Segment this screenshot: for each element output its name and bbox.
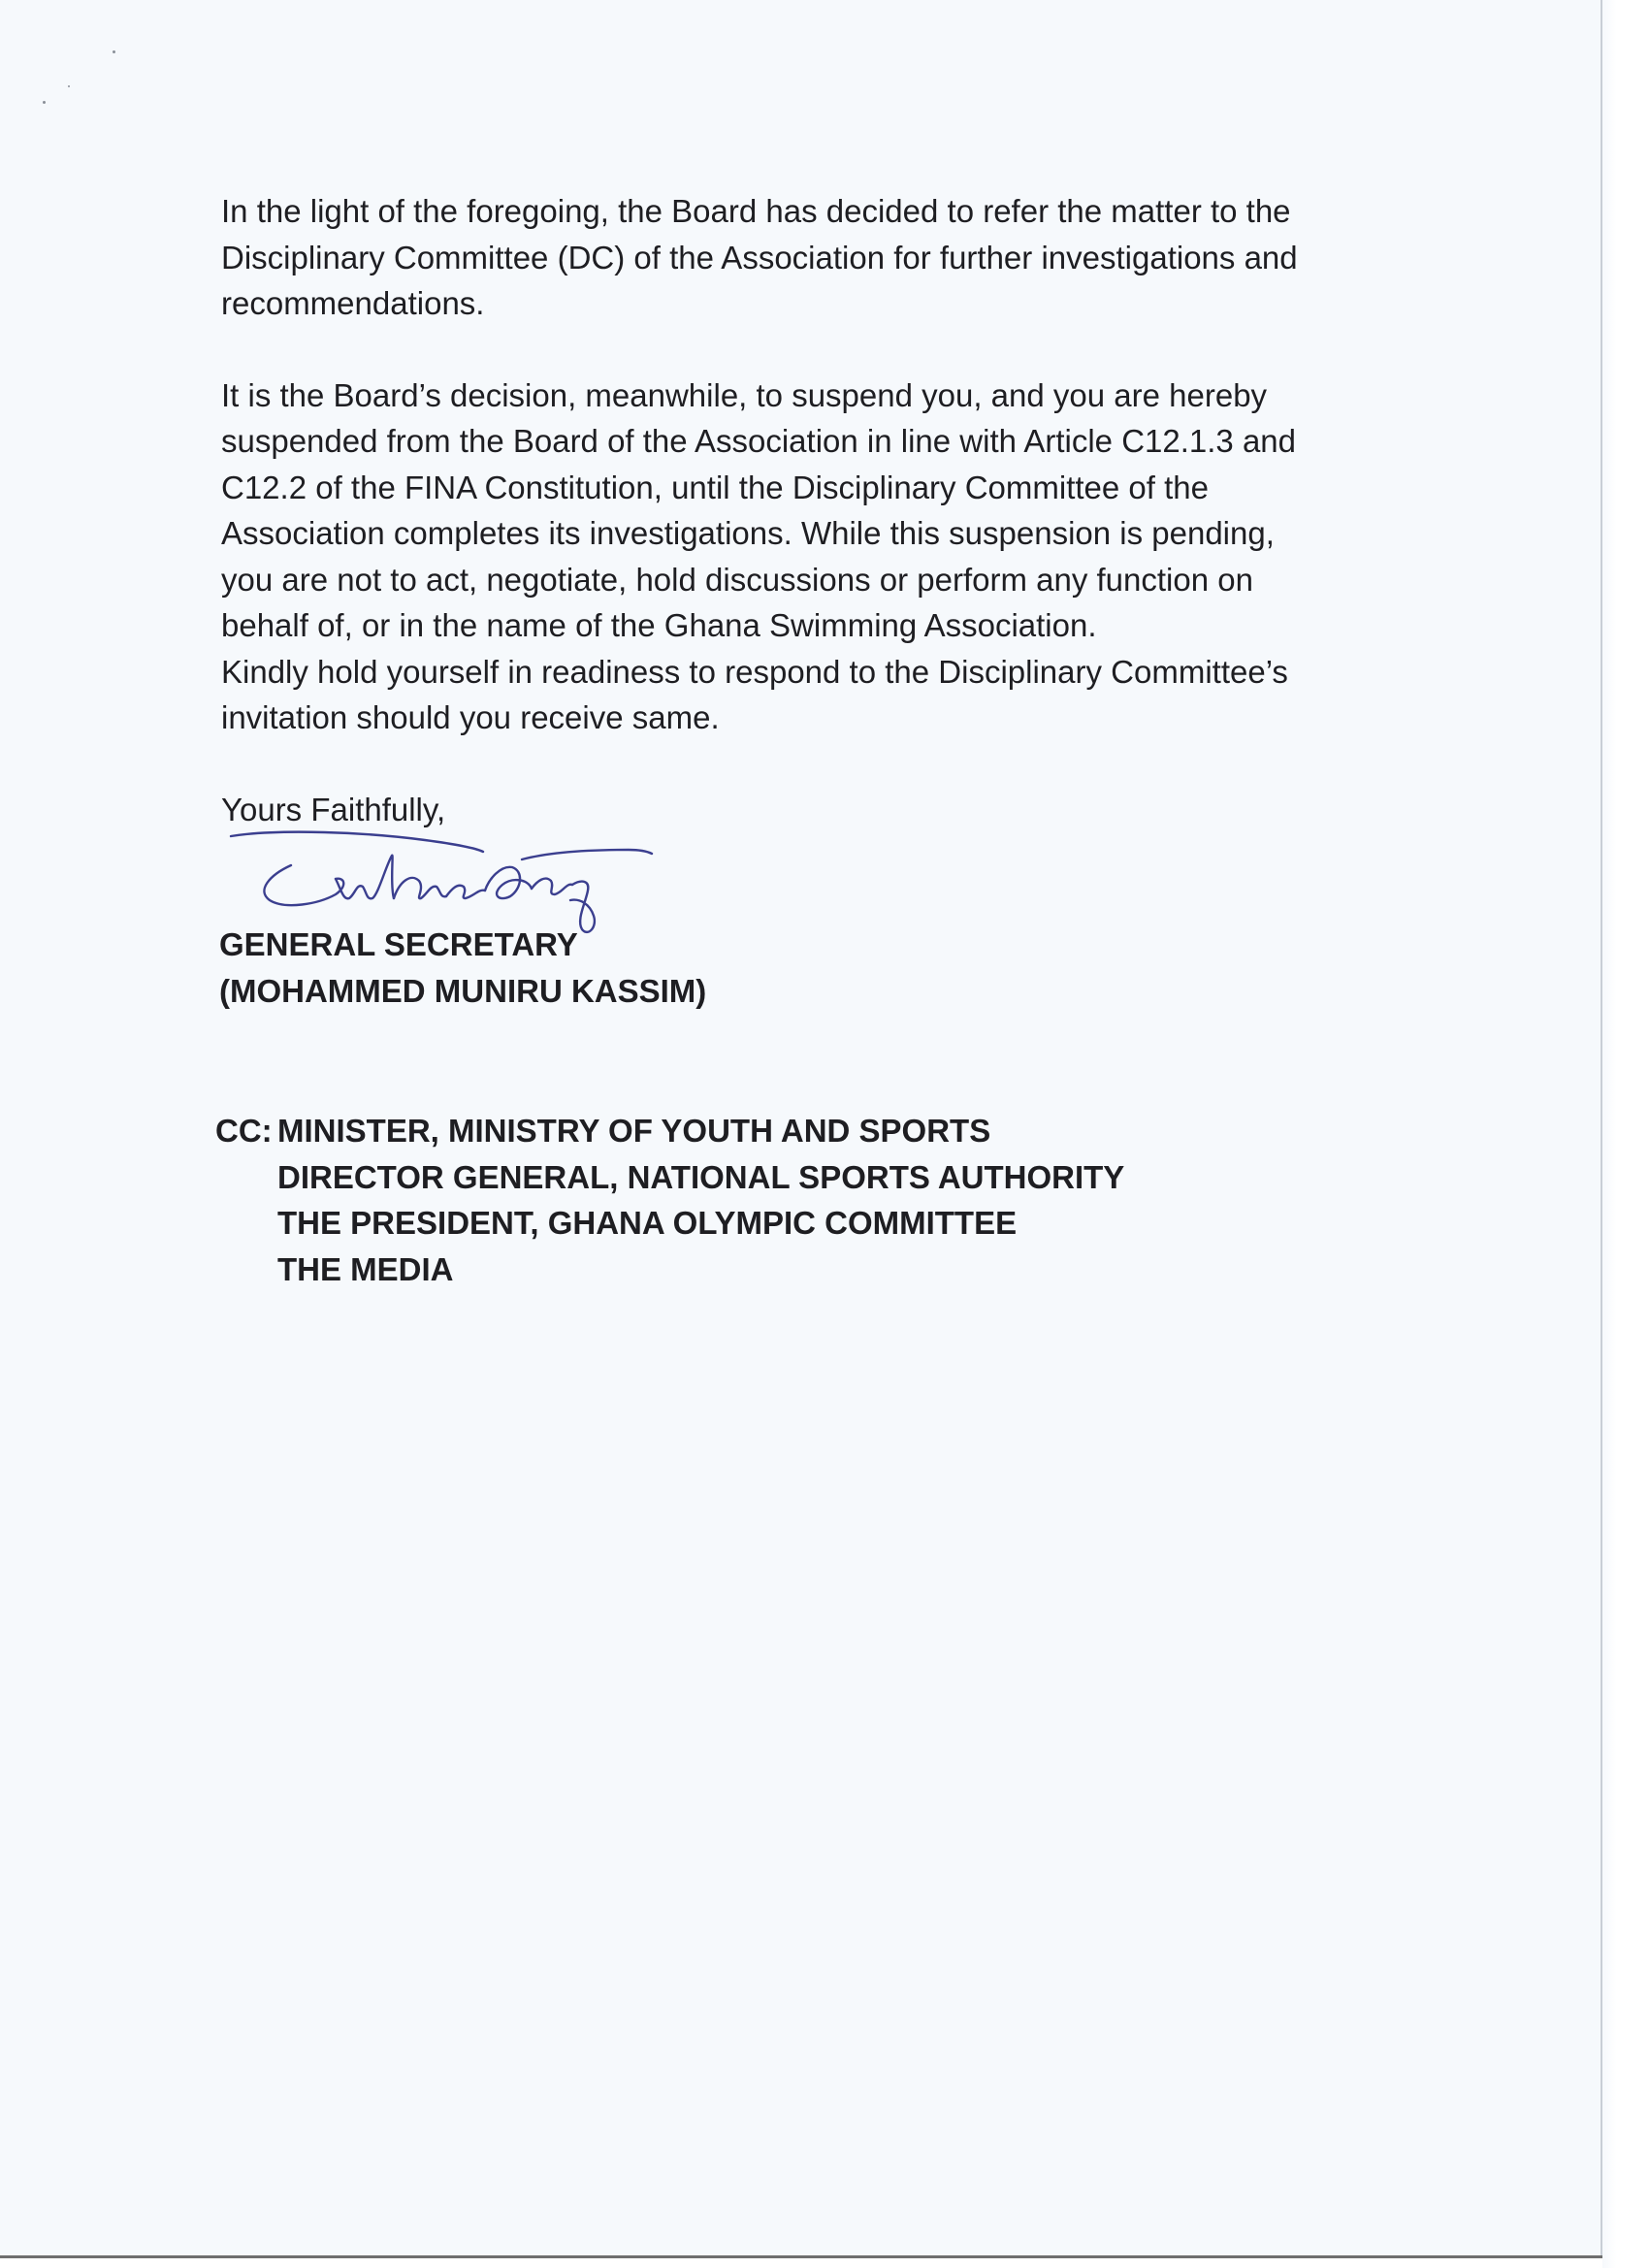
text-line: C12.2 of the FINA Constitution, until the Disciplinary Committee of the [221, 469, 1209, 505]
text-line: Disciplinary Committee (DC) of the Association for further investigations and [221, 239, 1298, 275]
paragraph-suspension [221, 373, 1443, 741]
scan-speck [68, 85, 70, 87]
text-line: Association completes its investigations. While this suspension is pending, [221, 515, 1275, 551]
scan-speck [43, 101, 46, 104]
text-line: It is the Board’s decision, meanwhile, to suspend you, and you are hereby [221, 376, 1268, 413]
cc-list [215, 1108, 1124, 1292]
signatory-title: GENERAL SECRETARY [219, 926, 578, 962]
paragraph-referral [221, 188, 1443, 327]
scan-edge-bottom [0, 2255, 1602, 2268]
text-line: you are not to act, negotiate, hold discussions or perform any function on [221, 561, 1253, 598]
text-line: invitation should you receive same. [221, 699, 720, 735]
cc-row-first [215, 1108, 1124, 1154]
text-line: In the light of the foregoing, the Board has decided to refer the matter to the [221, 193, 1291, 229]
cc-recipient: THE MEDIA [277, 1250, 454, 1287]
text-line: suspended from the Board of the Association in line with Article C12.1.3 and [221, 423, 1296, 459]
text-line: behalf of, or in the name of the Ghana Swimming Association. [221, 607, 1097, 643]
closing-salutation: Yours Faithfully, [221, 791, 446, 827]
scan-edge-right [1600, 0, 1649, 2268]
text-line: recommendations. [221, 285, 485, 321]
scan-speck [113, 50, 115, 53]
cc-recipient: DIRECTOR GENERAL, NATIONAL SPORTS AUTHORITY [277, 1158, 1125, 1195]
cc-recipient: MINISTER, MINISTRY OF YOUTH AND SPORTS [277, 1113, 991, 1149]
text-line: Kindly hold yourself in readiness to respond to the Disciplinary Committee’s [221, 653, 1288, 690]
cc-label: CC: [215, 1113, 273, 1149]
cc-recipient: THE PRESIDENT, GHANA OLYMPIC COMMITTEE [277, 1205, 1018, 1241]
signatory-block [219, 922, 706, 1015]
letter-body [221, 188, 1443, 832]
signatory-name: (MOHAMMED MUNIRU KASSIM) [219, 973, 707, 1009]
